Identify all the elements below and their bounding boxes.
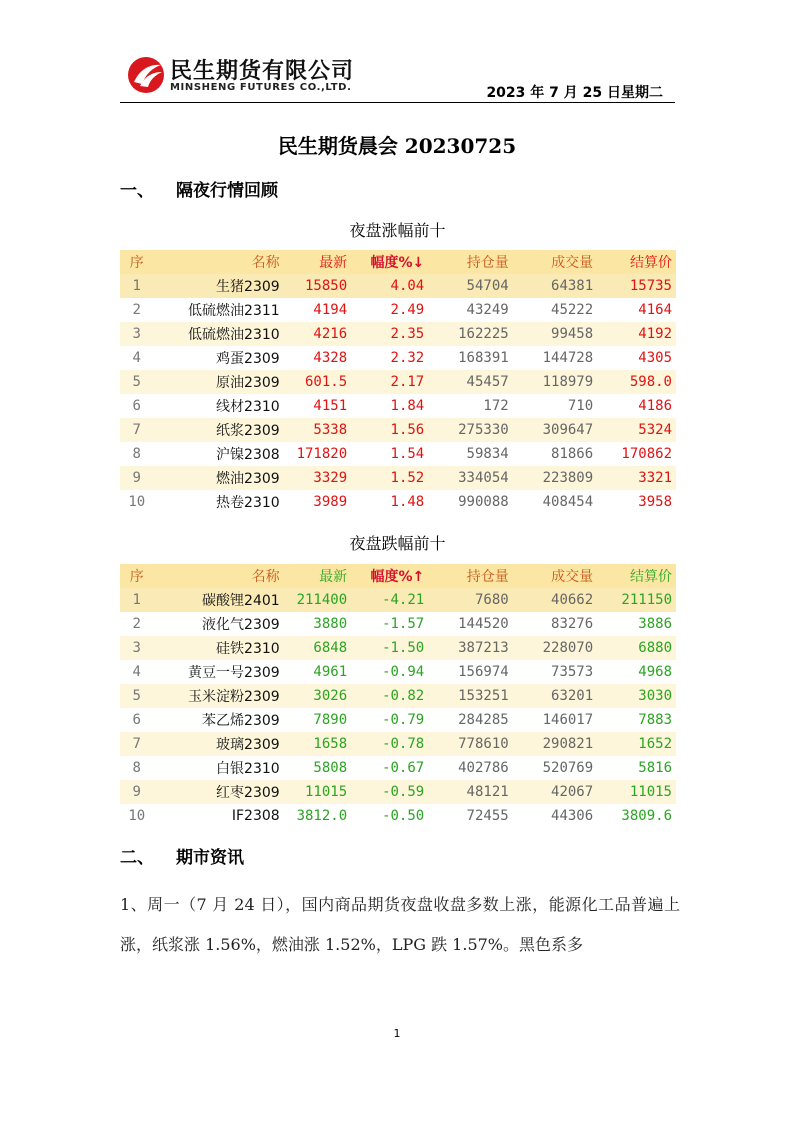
cell-latest: 5808 (284, 756, 351, 780)
cell-name: 红枣2309 (153, 780, 283, 804)
column-header-name: 名称 (153, 250, 283, 274)
cell-settlement: 598.0 (597, 370, 676, 394)
company-name-en: MINSHENG FUTURES CO.,LTD. (170, 82, 352, 93)
cell-change-pct: 1.84 (351, 394, 428, 418)
column-header-open-interest: 持仓量 (428, 250, 512, 274)
table-row (120, 732, 676, 756)
column-header-latest: 最新 (284, 250, 351, 274)
cell-settlement: 211150 (597, 588, 676, 612)
cell-volume: 45222 (513, 298, 597, 322)
cell-open-interest: 275330 (428, 418, 512, 442)
cell-open-interest: 48121 (428, 780, 512, 804)
cell-volume: 290821 (513, 732, 597, 756)
losers-caption: 夜盘跌幅前十 (349, 534, 446, 553)
cell-index: 5 (120, 370, 153, 394)
cell-settlement: 170862 (597, 442, 676, 466)
cell-latest: 3880 (284, 612, 351, 636)
section-number: 一、 (120, 181, 154, 201)
cell-latest: 3329 (284, 466, 351, 490)
cell-open-interest: 402786 (428, 756, 512, 780)
table-header-row (120, 250, 676, 274)
cell-index: 5 (120, 684, 153, 708)
cell-volume: 408454 (513, 490, 597, 514)
table-row (120, 708, 676, 732)
section-label: 期市资讯 (176, 848, 244, 868)
column-header-volume: 成交量 (513, 250, 597, 274)
table-row (120, 418, 676, 442)
cell-name: 玉米淀粉2309 (153, 684, 283, 708)
cell-open-interest: 778610 (428, 732, 512, 756)
cell-change-pct: -1.57 (351, 612, 428, 636)
cell-name: 低硫燃油2311 (153, 298, 283, 322)
cell-settlement: 4305 (597, 346, 676, 370)
table-row (120, 298, 676, 322)
cell-open-interest: 334054 (428, 466, 512, 490)
cell-volume: 520769 (513, 756, 597, 780)
cell-change-pct: 2.17 (351, 370, 428, 394)
cell-name: 玻璃2309 (153, 732, 283, 756)
cell-index: 4 (120, 660, 153, 684)
cell-open-interest: 7680 (428, 588, 512, 612)
cell-latest: 7890 (284, 708, 351, 732)
table-row (120, 394, 676, 418)
cell-index: 7 (120, 418, 153, 442)
cell-volume: 44306 (513, 804, 597, 828)
cell-change-pct: -0.59 (351, 780, 428, 804)
cell-change-pct: -0.94 (351, 660, 428, 684)
column-header-settlement: 结算价 (597, 564, 676, 588)
cell-name: 硅铁2310 (153, 636, 283, 660)
cell-latest: 171820 (284, 442, 351, 466)
cell-latest: 1658 (284, 732, 351, 756)
cell-change-pct: -0.67 (351, 756, 428, 780)
cell-index: 3 (120, 322, 153, 346)
table-row (120, 346, 676, 370)
table-row (120, 370, 676, 394)
cell-open-interest: 43249 (428, 298, 512, 322)
table-row (120, 612, 676, 636)
cell-index: 6 (120, 708, 153, 732)
cell-open-interest: 172 (428, 394, 512, 418)
cell-name: 低硫燃油2310 (153, 322, 283, 346)
cell-name: 鸡蛋2309 (153, 346, 283, 370)
page-number: 1 (393, 1027, 401, 1040)
cell-index: 1 (120, 588, 153, 612)
cell-volume: 710 (513, 394, 597, 418)
column-header-settlement: 结算价 (597, 250, 676, 274)
table-row (120, 466, 676, 490)
gainers-caption: 夜盘涨幅前十 (349, 221, 446, 240)
table-row (120, 490, 676, 514)
section-heading-review (120, 176, 278, 201)
table-row (120, 636, 676, 660)
cell-open-interest: 144520 (428, 612, 512, 636)
cell-open-interest: 59834 (428, 442, 512, 466)
cell-latest: 4961 (284, 660, 351, 684)
cell-volume: 146017 (513, 708, 597, 732)
cell-settlement: 15735 (597, 274, 676, 298)
cell-settlement: 5816 (597, 756, 676, 780)
cell-index: 9 (120, 780, 153, 804)
cell-change-pct: -1.50 (351, 636, 428, 660)
section-label: 隔夜行情回顾 (176, 181, 278, 201)
cell-volume: 42067 (513, 780, 597, 804)
page-header (120, 50, 675, 103)
losers-table (120, 564, 676, 828)
cell-change-pct: -0.78 (351, 732, 428, 756)
cell-latest: 4328 (284, 346, 351, 370)
cell-change-pct: 2.49 (351, 298, 428, 322)
cell-open-interest: 72455 (428, 804, 512, 828)
cell-open-interest: 162225 (428, 322, 512, 346)
cell-latest: 3812.0 (284, 804, 351, 828)
table-row (120, 804, 676, 828)
cell-index: 4 (120, 346, 153, 370)
cell-settlement: 7883 (597, 708, 676, 732)
cell-open-interest: 54704 (428, 274, 512, 298)
table-row (120, 442, 676, 466)
cell-settlement: 3958 (597, 490, 676, 514)
cell-settlement: 4186 (597, 394, 676, 418)
cell-change-pct: 1.56 (351, 418, 428, 442)
cell-latest: 11015 (284, 780, 351, 804)
cell-index: 2 (120, 612, 153, 636)
cell-index: 1 (120, 274, 153, 298)
cell-name: 沪镍2308 (153, 442, 283, 466)
cell-open-interest: 168391 (428, 346, 512, 370)
table-row (120, 322, 676, 346)
cell-open-interest: 45457 (428, 370, 512, 394)
cell-change-pct: 2.35 (351, 322, 428, 346)
cell-settlement: 4164 (597, 298, 676, 322)
cell-volume: 63201 (513, 684, 597, 708)
cell-change-pct: -4.21 (351, 588, 428, 612)
cell-latest: 4151 (284, 394, 351, 418)
table-row (120, 756, 676, 780)
cell-index: 3 (120, 636, 153, 660)
table-row (120, 274, 676, 298)
column-header-index: 序 (120, 564, 153, 588)
cell-volume: 81866 (513, 442, 597, 466)
cell-settlement: 5324 (597, 418, 676, 442)
column-header-open-interest: 持仓量 (428, 564, 512, 588)
cell-change-pct: 1.52 (351, 466, 428, 490)
cell-index: 8 (120, 442, 153, 466)
cell-settlement: 3809.6 (597, 804, 676, 828)
cell-name: 苯乙烯2309 (153, 708, 283, 732)
column-header-volume: 成交量 (513, 564, 597, 588)
cell-settlement: 3030 (597, 684, 676, 708)
cell-index: 8 (120, 756, 153, 780)
cell-latest: 3026 (284, 684, 351, 708)
column-header-name: 名称 (153, 564, 283, 588)
cell-name: 生猪2309 (153, 274, 283, 298)
cell-volume: 118979 (513, 370, 597, 394)
cell-name: 纸浆2309 (153, 418, 283, 442)
cell-name: 碳酸锂2401 (153, 588, 283, 612)
section-number: 二、 (120, 848, 154, 868)
cell-open-interest: 990088 (428, 490, 512, 514)
cell-latest: 3989 (284, 490, 351, 514)
cell-settlement: 3321 (597, 466, 676, 490)
cell-name: 热卷2310 (153, 490, 283, 514)
cell-volume: 73573 (513, 660, 597, 684)
cell-open-interest: 387213 (428, 636, 512, 660)
cell-volume: 83276 (513, 612, 597, 636)
cell-open-interest: 153251 (428, 684, 512, 708)
cell-index: 9 (120, 466, 153, 490)
cell-index: 6 (120, 394, 153, 418)
cell-volume: 40662 (513, 588, 597, 612)
cell-name: 燃油2309 (153, 466, 283, 490)
cell-index: 2 (120, 298, 153, 322)
cell-latest: 4216 (284, 322, 351, 346)
column-header-change-pct: 幅度%↓ (351, 250, 428, 274)
cell-volume: 223809 (513, 466, 597, 490)
cell-name: 白银2310 (153, 756, 283, 780)
cell-change-pct: 1.48 (351, 490, 428, 514)
cell-name: 线材2310 (153, 394, 283, 418)
table-row (120, 660, 676, 684)
cell-settlement: 11015 (597, 780, 676, 804)
cell-latest: 601.5 (284, 370, 351, 394)
company-name-cn: 民生期货有限公司 (170, 59, 355, 84)
cell-latest: 15850 (284, 274, 351, 298)
cell-change-pct: 1.54 (351, 442, 428, 466)
cell-settlement: 4968 (597, 660, 676, 684)
cell-volume: 144728 (513, 346, 597, 370)
page-title: 民生期货晨会 20230725 (277, 134, 517, 158)
cell-volume: 309647 (513, 418, 597, 442)
cell-volume: 64381 (513, 274, 597, 298)
cell-name: 液化气2309 (153, 612, 283, 636)
cell-latest: 211400 (284, 588, 351, 612)
cell-volume: 228070 (513, 636, 597, 660)
cell-name: 黄豆一号2309 (153, 660, 283, 684)
column-header-change-pct: 幅度%↑ (351, 564, 428, 588)
table-row (120, 780, 676, 804)
report-date: 2023 年 7 月 25 日星期二 (486, 85, 663, 101)
section-heading-news (120, 843, 244, 868)
cell-volume: 99458 (513, 322, 597, 346)
cell-name: IF2308 (153, 804, 283, 828)
cell-index: 10 (120, 490, 153, 514)
column-header-latest: 最新 (284, 564, 351, 588)
cell-settlement: 4192 (597, 322, 676, 346)
cell-open-interest: 284285 (428, 708, 512, 732)
cell-change-pct: 4.04 (351, 274, 428, 298)
cell-settlement: 1652 (597, 732, 676, 756)
column-header-index: 序 (120, 250, 153, 274)
cell-latest: 4194 (284, 298, 351, 322)
company-logo-icon (126, 55, 166, 95)
cell-index: 7 (120, 732, 153, 756)
cell-change-pct: -0.79 (351, 708, 428, 732)
cell-latest: 5338 (284, 418, 351, 442)
cell-settlement: 6880 (597, 636, 676, 660)
cell-change-pct: 2.32 (351, 346, 428, 370)
table-row (120, 588, 676, 612)
cell-change-pct: -0.50 (351, 804, 428, 828)
gainers-table (120, 250, 676, 514)
cell-index: 10 (120, 804, 153, 828)
cell-change-pct: -0.82 (351, 684, 428, 708)
cell-name: 原油2309 (153, 370, 283, 394)
table-row (120, 684, 676, 708)
cell-latest: 6848 (284, 636, 351, 660)
cell-settlement: 3886 (597, 612, 676, 636)
news-paragraph: 1、周一（7 月 24 日），国内商品期货夜盘收盘多数上涨，能源化工品普遍上涨，纸浆涨 1.56%，燃油涨 1.52%，LPG 跌 1.57%。黑色系多 (120, 895, 680, 954)
table-header-row (120, 564, 676, 588)
cell-open-interest: 156974 (428, 660, 512, 684)
